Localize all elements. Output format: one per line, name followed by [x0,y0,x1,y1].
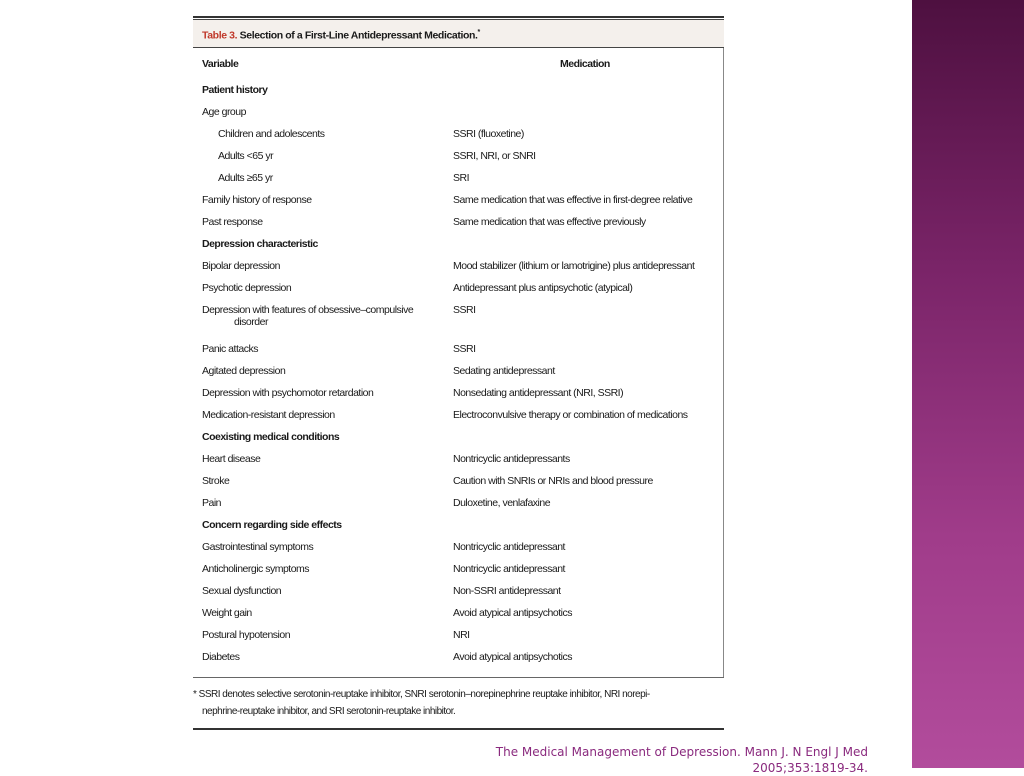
table-body [193,80,724,669]
table-row [193,146,724,168]
variable-text: Past response [202,216,263,228]
section-heading [202,238,318,250]
table-row [193,339,724,361]
variable-cell [202,497,221,509]
variable-text: Adults <65 yr [218,150,274,162]
variable-cell [202,216,263,228]
variable-cell [218,172,273,184]
variable-text: Patient history [202,84,268,96]
medication-cell: Electroconvulsive therapy or combination of medications [453,409,688,421]
variable-cell [202,629,290,641]
medication-cell: Same medication that was effective in first-degree relative [453,194,693,206]
variable-cell [202,387,373,399]
medication-cell: SSRI (fluoxetine) [453,128,524,140]
variable-text: Family history of response [202,194,312,206]
table-title-text: Selection of a First-Line Antidepressant Medication. [239,29,478,42]
table-row [193,581,724,603]
column-header-variable: Variable [202,58,239,70]
table-figure [193,16,724,729]
variable-text: Psychotic depression [202,282,292,294]
medication-cell: Avoid atypical antipsychotics [453,651,572,663]
table-number: Table 3. [202,29,238,42]
table-section-row [193,427,724,449]
medication-cell: Nontricyclic antidepressants [453,453,570,465]
table-row [193,190,724,212]
citation-text: The Medical Management of Depression. Mann J. N Engl J Med 2005;353:1819-34. [495,745,868,775]
variable-cell [202,304,413,328]
table-row [193,383,724,405]
variable-text: Age group [202,106,246,118]
table-row [193,647,724,669]
variable-text: Depression characteristic [202,238,318,250]
variable-cell [202,475,229,487]
table-row [193,449,724,471]
table-row [193,168,724,190]
table-top-rule [193,16,724,18]
decorative-side-panel [912,0,1024,768]
variable-cell [202,541,313,553]
footnote-line-1: * SSRI denotes selective serotonin-reuptake inhibitor, SNRI serotonin–norepinephrine reuptake inhibitor, NRI norepi- [193,689,650,700]
variable-cell [202,343,258,355]
variable-text: Depression with psychomotor retardation [202,387,374,399]
variable-text: Depression with features of obsessive–compulsive [202,304,414,316]
table-title-bar [193,19,724,48]
medication-cell: Caution with SNRIs or NRIs and blood pressure [453,475,653,487]
column-header-medication: Medication [560,58,610,70]
medication-cell: Avoid atypical antipsychotics [453,607,572,619]
medication-cell: Same medication that was effective previously [453,216,646,228]
medication-cell: Nontricyclic antidepressant [453,541,565,553]
variable-text: Pain [202,497,222,509]
variable-text: Heart disease [202,453,261,465]
table-row [193,212,724,234]
variable-text: Stroke [202,475,230,487]
variable-text-continuation: disorder [234,316,268,328]
variable-cell [202,651,239,663]
table-bottom-rule [193,728,724,730]
table-row [193,278,724,300]
table-row [193,603,724,625]
variable-cell [218,128,325,140]
table-row [193,471,724,493]
medication-cell: Antidepressant plus antipsychotic (atypical) [453,282,633,294]
section-heading [202,431,339,443]
variable-text: Panic attacks [202,343,258,355]
table-row [193,300,724,339]
variable-cell [202,585,281,597]
table-row [193,256,724,278]
variable-text: Concern regarding side effects [202,519,342,531]
variable-cell [202,194,312,206]
variable-cell [202,409,335,421]
variable-text: Bipolar depression [202,260,280,272]
table-row [193,102,724,124]
medication-cell: Sedating antidepressant [453,365,555,377]
variable-text: Medication-resistant depression [202,409,335,421]
variable-text: Coexisting medical conditions [202,431,340,443]
medication-cell: SSRI [453,304,476,316]
medication-cell: Duloxetine, venlafaxine [453,497,551,509]
variable-cell [202,365,285,377]
table-section-row [193,515,724,537]
footnote-line-2: nephrine-reuptake inhibitor, and SRI serotonin-reuptake inhibitor. [202,706,456,717]
medication-cell: NRI [453,629,470,641]
medication-cell: SSRI [453,343,476,355]
variable-cell [202,563,309,575]
variable-text: Children and adolescents [218,128,325,140]
medication-cell: Nontricyclic antidepressant [453,563,565,575]
variable-cell [218,150,273,162]
table-row [193,361,724,383]
medication-cell: SRI [453,172,470,184]
section-heading [202,519,342,531]
variable-text: Postural hypotension [202,629,291,641]
table-section-row [193,234,724,256]
table-row [193,537,724,559]
section-heading [202,84,267,96]
table-row [193,405,724,427]
table-footnote-rule [193,677,724,678]
variable-text: Gastrointestinal symptoms [202,541,314,553]
medication-cell: Nonsedating antidepressant (NRI, SSRI) [453,387,624,399]
variable-cell [202,607,252,619]
table-row [193,625,724,647]
table-row [193,493,724,515]
variable-text: Adults ≥65 yr [218,172,273,184]
table-title [202,29,480,42]
variable-cell [202,282,291,294]
table-section-row [193,80,724,102]
medication-cell: SSRI, NRI, or SNRI [453,150,536,162]
variable-text: Diabetes [202,651,240,663]
variable-text: Weight gain [202,607,252,619]
table-row [193,124,724,146]
medication-cell: Non-SSRI antidepressant [453,585,561,597]
variable-cell [202,260,280,272]
variable-text: Sexual dysfunction [202,585,282,597]
table-row [193,559,724,581]
variable-text: Anticholinergic symptoms [202,563,310,575]
table-title-marker: * [477,29,480,36]
variable-text: Agitated depression [202,365,286,377]
variable-cell [202,106,246,118]
variable-cell [202,453,260,465]
medication-cell: Mood stabilizer (lithium or lamotrigine) plus antidepressant [453,260,695,272]
table-footnote [193,686,713,720]
